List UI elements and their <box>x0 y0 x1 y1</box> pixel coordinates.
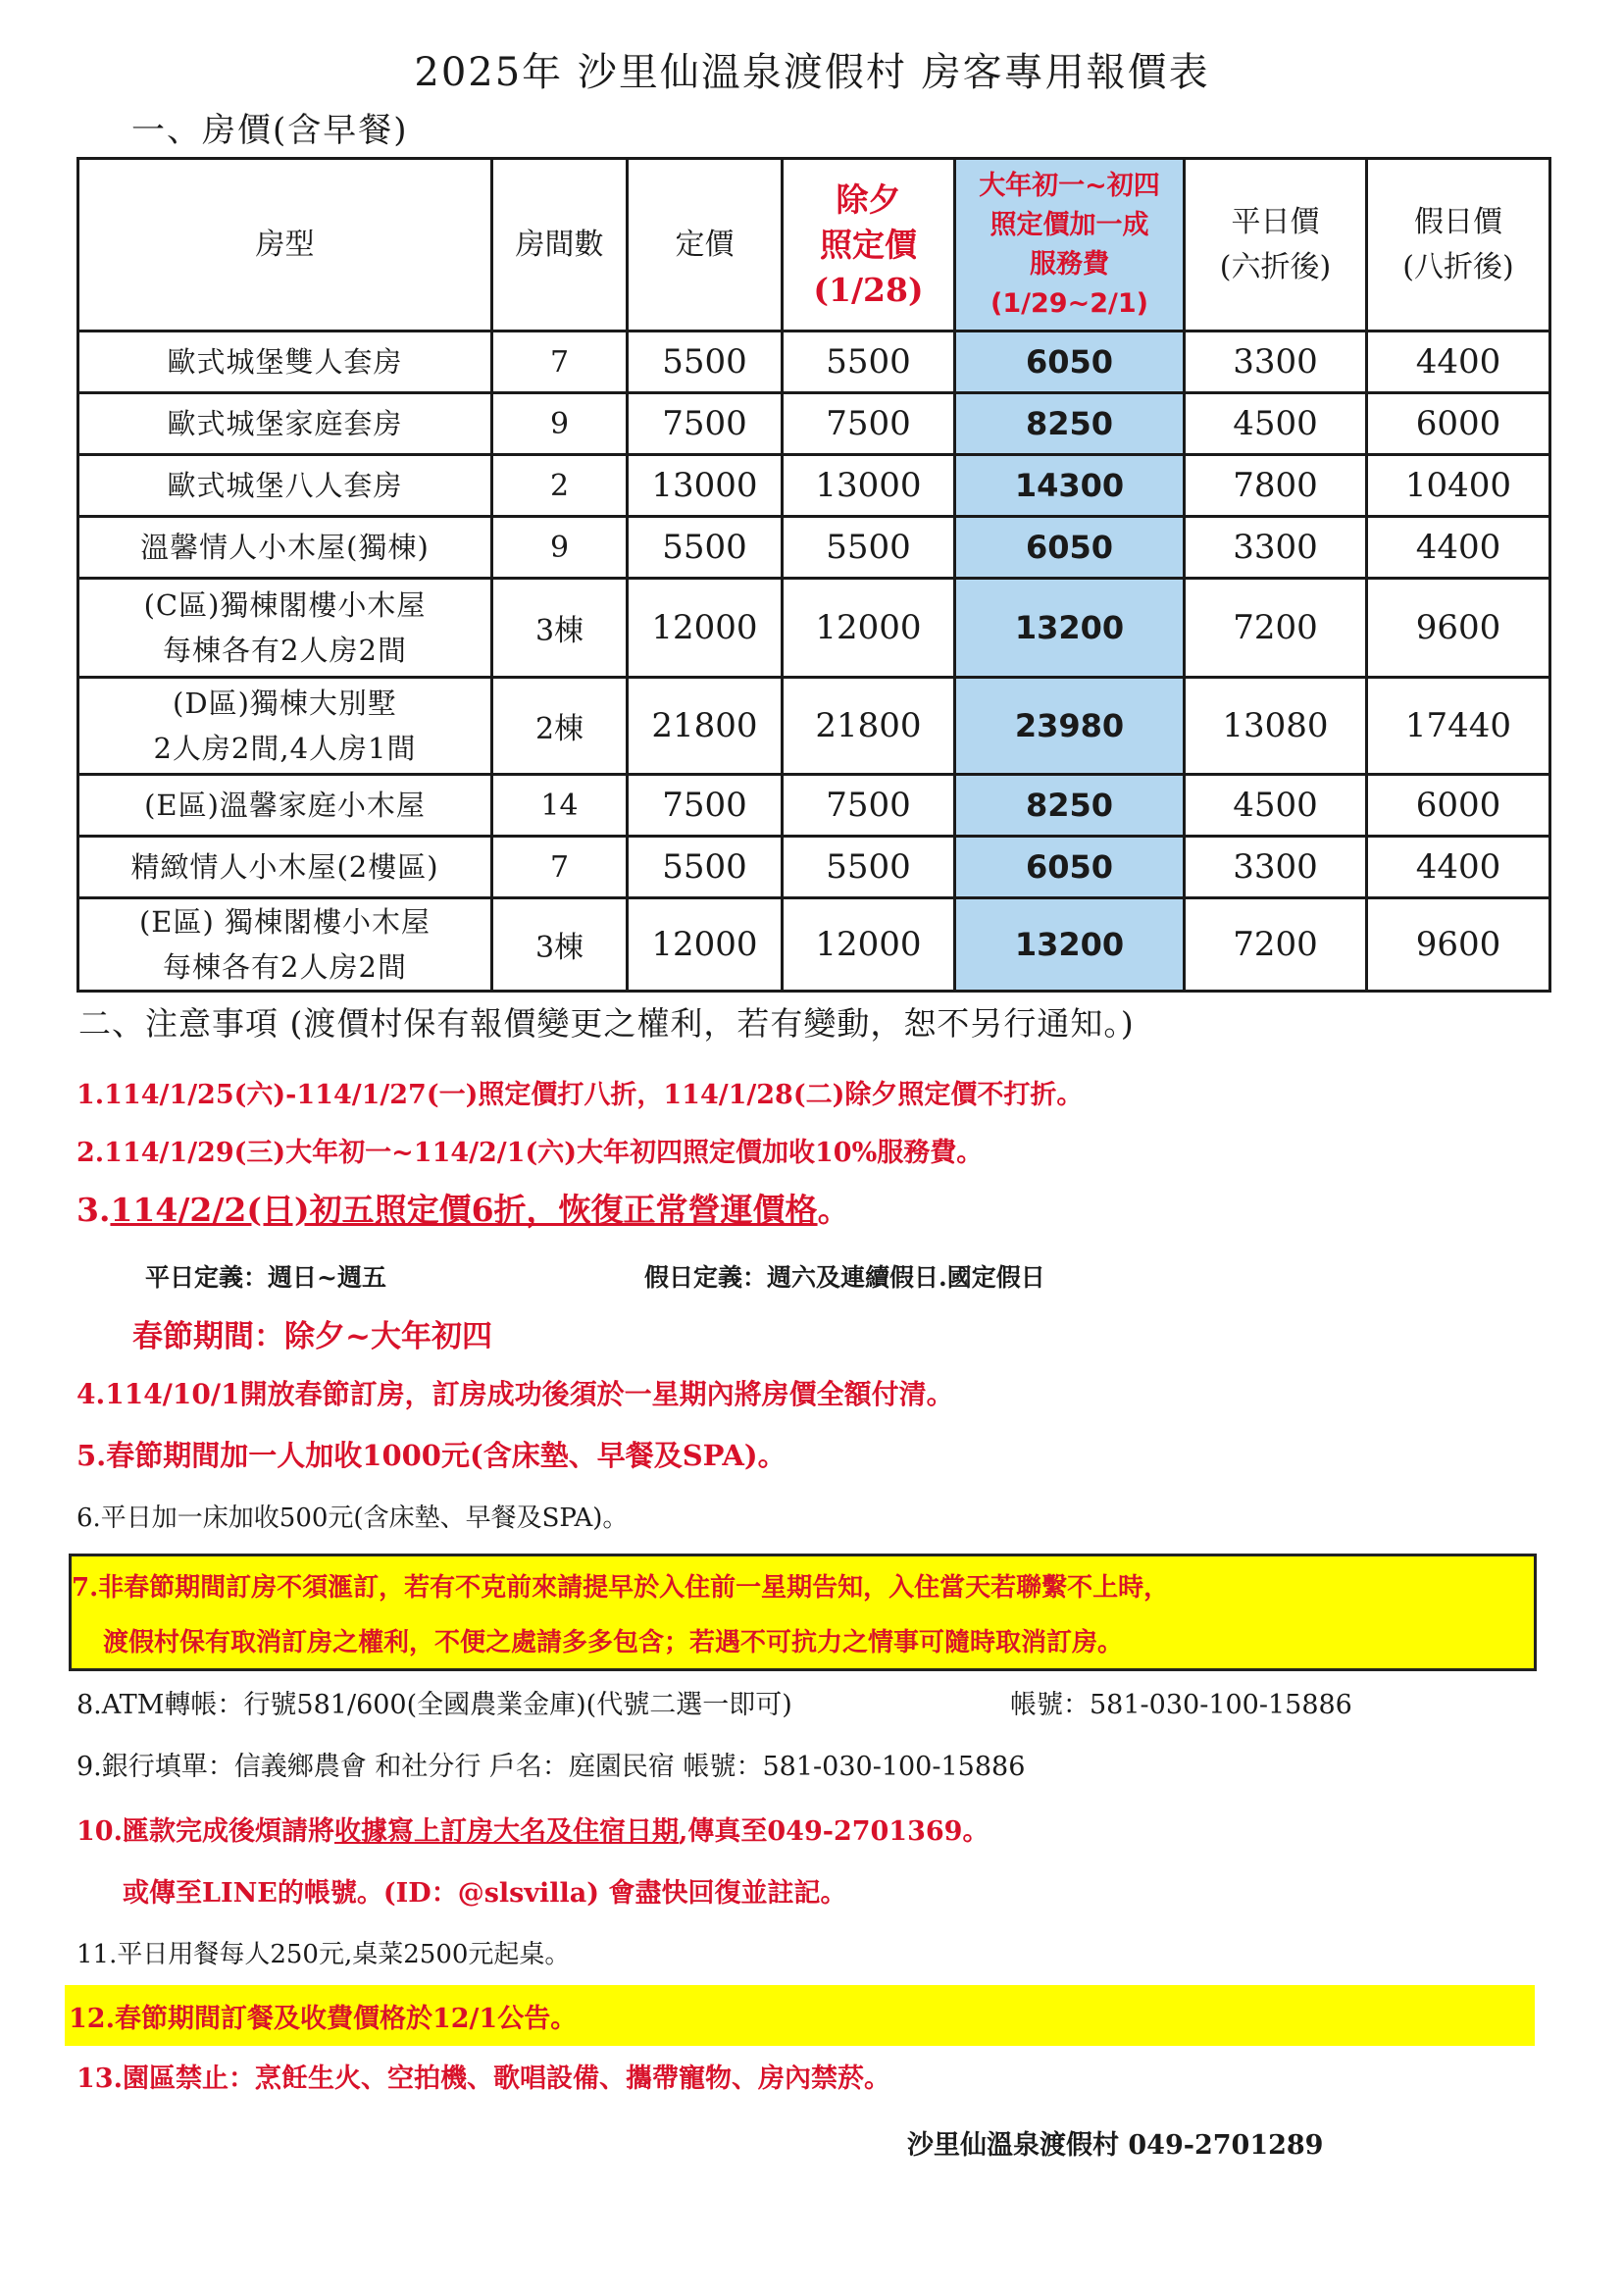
note-7-line-2: 渡假村保有取消訂房之權利，不便之處請多多包含；若遇不可抗力之情事可隨時取消訂房。 <box>103 1628 1124 1657</box>
weekend-price-cell: 9600 <box>1367 898 1550 992</box>
weekday-price-cell: 3300 <box>1185 517 1367 579</box>
list-price-cell: 13000 <box>628 455 783 517</box>
room-count-cell: 7 <box>492 837 628 898</box>
new-years-eve-price-cell: 5500 <box>783 837 955 898</box>
lunar-new-year-price-cell: 13200 <box>955 898 1185 992</box>
note-9: 9.銀行填單：信義鄉農會 和社分行 戶名：庭園民宿 帳號：581-030-100-15886 <box>76 1752 1026 1782</box>
new-years-eve-price-cell: 21800 <box>783 678 955 775</box>
weekday-price-cell: 13080 <box>1185 678 1367 775</box>
header-list-price: 定價 <box>628 159 783 331</box>
table-row <box>78 837 1550 898</box>
room-name-line-2: 2人房2間,4人房1間 <box>153 732 417 765</box>
weekday-definition: 平日定義：週日~週五 <box>145 1263 386 1292</box>
room-count-cell: 9 <box>492 393 628 455</box>
note-1: 1.114/1/25(六)-114/1/27(一)照定價打八折，114/1/28(二)除夕照定價不打折。 <box>76 1080 1084 1110</box>
header-lunar-new-year: 大年初一~初四 照定價加一成 服務費 (1/29~2/1) <box>955 159 1185 331</box>
room-name-line-1: (D區)獨棟大別墅 <box>173 687 397 720</box>
table-row <box>78 393 1550 455</box>
holiday-definition: 假日定義：週六及連續假日.國定假日 <box>644 1263 1045 1292</box>
room-name-line-1: 歐式城堡家庭套房 <box>167 407 403 440</box>
new-years-eve-price-cell: 5500 <box>783 517 955 579</box>
note-8: 8.ATM轉帳：行號581/600(全國農業金庫)(代號二選一即可) <box>76 1690 792 1720</box>
list-price-cell: 5500 <box>628 331 783 393</box>
list-price-cell: 5500 <box>628 517 783 579</box>
table-row <box>78 898 1550 992</box>
table-row <box>78 517 1550 579</box>
weekday-price-cell: 3300 <box>1185 331 1367 393</box>
header-weekend-price: 假日價 (八折後) <box>1367 159 1550 331</box>
note-11: 11.平日用餐每人250元,桌菜2500元起桌。 <box>76 1940 571 1969</box>
note-12: 12.春節期間訂餐及收費價格於12/1公告。 <box>69 2004 578 2034</box>
new-years-eve-price-cell: 12000 <box>783 898 955 992</box>
room-name-cell <box>78 837 492 898</box>
spring-festival-period: 春節期間：除夕~大年初四 <box>132 1319 492 1354</box>
lunar-new-year-price-cell: 6050 <box>955 331 1185 393</box>
note-6: 6.平日加一床加收500元(含床墊、早餐及SPA)。 <box>76 1504 629 1533</box>
new-years-eve-price-cell: 7500 <box>783 393 955 455</box>
room-count-cell: 14 <box>492 775 628 837</box>
room-count-cell: 3棟 <box>492 898 628 992</box>
new-years-eve-price-cell: 12000 <box>783 579 955 678</box>
section-heading-room-rates: 一、房價(含早餐) <box>131 111 409 150</box>
room-name-cell <box>78 579 492 678</box>
note-13: 13.園區禁止：烹飪生火、空拍機、歌唱設備、攜帶寵物、房內禁菸。 <box>76 2064 890 2094</box>
weekend-price-cell: 4400 <box>1367 331 1550 393</box>
header-new-years-eve: 除夕 照定價 (1/28) <box>783 159 955 331</box>
note-3: 3.114/2/2(日)初五照定價6折，恢復正常營運價格。 <box>76 1191 850 1229</box>
room-name-cell <box>78 455 492 517</box>
table-row <box>78 775 1550 837</box>
room-name-cell <box>78 775 492 837</box>
table-header-row <box>78 159 1550 331</box>
weekend-price-cell: 10400 <box>1367 455 1550 517</box>
table-row <box>78 455 1550 517</box>
weekend-price-cell: 4400 <box>1367 517 1550 579</box>
weekday-price-cell: 4500 <box>1185 393 1367 455</box>
lunar-new-year-price-cell: 14300 <box>955 455 1185 517</box>
weekday-price-cell: 7800 <box>1185 455 1367 517</box>
room-count-cell: 7 <box>492 331 628 393</box>
new-years-eve-price-cell: 5500 <box>783 331 955 393</box>
lunar-new-year-price-cell: 8250 <box>955 393 1185 455</box>
list-price-cell: 12000 <box>628 579 783 678</box>
room-name-cell <box>78 517 492 579</box>
note-7-line-1: 7.非春節期間訂房不須滙訂，若有不克前來請提早於入住前一星期告知，入住當天若聯繫不上時， <box>72 1573 1170 1603</box>
page-title: 2025年 沙里仙溫泉渡假村 房客專用報價表 <box>414 50 1210 95</box>
weekday-price-cell: 4500 <box>1185 775 1367 837</box>
room-name-cell <box>78 331 492 393</box>
room-name-line-2: 每棟各有2人房2間 <box>163 950 407 984</box>
weekday-price-cell: 3300 <box>1185 837 1367 898</box>
weekend-price-cell: 4400 <box>1367 837 1550 898</box>
room-name-cell <box>78 678 492 775</box>
header-weekday-price: 平日價 (六折後) <box>1185 159 1367 331</box>
room-name-cell <box>78 898 492 992</box>
weekday-price-cell: 7200 <box>1185 579 1367 678</box>
room-name-line-1: (E區) 獨棟閣樓小木屋 <box>138 905 431 939</box>
list-price-cell: 5500 <box>628 837 783 898</box>
header-room-type: 房型 <box>78 159 492 331</box>
room-name-cell <box>78 393 492 455</box>
room-name-line-1: 歐式城堡八人套房 <box>167 469 403 502</box>
weekday-price-cell: 7200 <box>1185 898 1367 992</box>
weekend-price-cell: 9600 <box>1367 579 1550 678</box>
note-4: 4.114/10/1開放春節訂房，訂房成功後須於一星期內將房價全額付清。 <box>76 1378 954 1410</box>
room-name-line-1: (E區)溫馨家庭小木屋 <box>144 789 426 822</box>
new-years-eve-price-cell: 7500 <box>783 775 955 837</box>
table-row <box>78 579 1550 678</box>
note-10: 10.匯款完成後煩請將收據寫上訂房大名及住宿日期,傳真至049-2701369。 <box>76 1816 990 1847</box>
room-count-cell: 3棟 <box>492 579 628 678</box>
weekend-price-cell: 17440 <box>1367 678 1550 775</box>
room-name-line-1: 精緻情人小木屋(2樓區) <box>130 850 439 884</box>
lunar-new-year-price-cell: 23980 <box>955 678 1185 775</box>
weekend-price-cell: 6000 <box>1367 775 1550 837</box>
lunar-new-year-price-cell: 8250 <box>955 775 1185 837</box>
note-5: 5.春節期間加一人加收1000元(含床墊、早餐及SPA)。 <box>76 1439 787 1472</box>
lunar-new-year-price-cell: 13200 <box>955 579 1185 678</box>
room-name-line-1: (C區)獨棟閣樓小木屋 <box>143 588 427 622</box>
section-heading-notes: 二、注意事項 (渡價村保有報價變更之權利，若有變動，恕不另行通知。) <box>78 1004 1135 1043</box>
list-price-cell: 21800 <box>628 678 783 775</box>
table-row <box>78 678 1550 775</box>
table-row <box>78 331 1550 393</box>
lunar-new-year-price-cell: 6050 <box>955 517 1185 579</box>
new-years-eve-price-cell: 13000 <box>783 455 955 517</box>
note-10-line-2: 或傳至LINE的帳號。(ID：@slsvilla) 會盡快回復並註記。 <box>123 1878 847 1909</box>
room-count-cell: 2棟 <box>492 678 628 775</box>
room-count-cell: 9 <box>492 517 628 579</box>
list-price-cell: 12000 <box>628 898 783 992</box>
weekend-price-cell: 6000 <box>1367 393 1550 455</box>
list-price-cell: 7500 <box>628 775 783 837</box>
lunar-new-year-price-cell: 6050 <box>955 837 1185 898</box>
price-table <box>76 157 1551 993</box>
header-room-count: 房間數 <box>492 159 628 331</box>
note-8-account: 帳號：581-030-100-15886 <box>1010 1690 1352 1720</box>
note-2: 2.114/1/29(三)大年初一~114/2/1(六)大年初四照定價加收10%服務費。 <box>76 1138 984 1168</box>
room-count-cell: 2 <box>492 455 628 517</box>
list-price-cell: 7500 <box>628 393 783 455</box>
room-name-line-1: 溫馨情人小木屋(獨棟) <box>140 531 430 564</box>
room-name-line-1: 歐式城堡雙人套房 <box>167 345 403 379</box>
room-name-line-2: 每棟各有2人房2間 <box>163 634 407 667</box>
footer-contact: 沙里仙溫泉渡假村 049-2701289 <box>907 2130 1324 2161</box>
